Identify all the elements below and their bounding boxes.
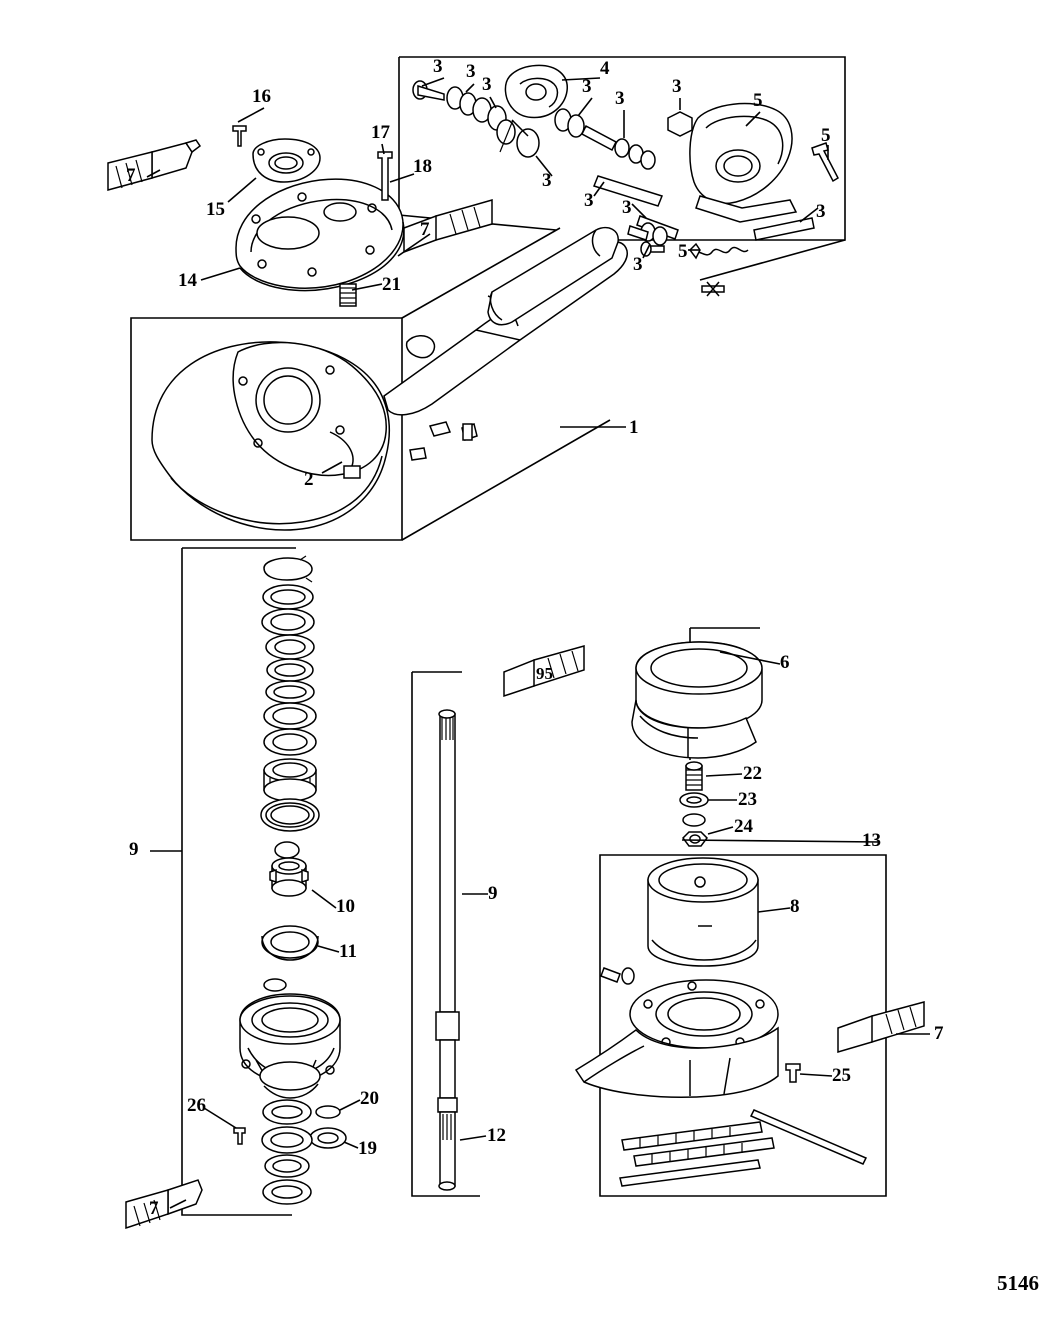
callout-3: 3 [582,76,592,97]
callout-24: 24 [734,816,753,837]
callout-12: 12 [487,1125,506,1146]
callout-7: 7 [420,219,430,240]
callout-11: 11 [339,941,357,962]
part-impeller-hardware [680,762,708,846]
callout-2: 2 [304,469,314,490]
callout-22: 22 [743,763,762,784]
callout-3: 3 [466,61,476,82]
callout-6: 6 [780,652,790,673]
callout-10: 10 [336,896,355,917]
callout-23: 23 [738,789,757,810]
callout-3: 3 [433,56,443,77]
callout-16: 16 [252,86,271,107]
callout-9: 9 [129,839,139,860]
callout-9: 9 [488,883,498,904]
callout-4: 4 [600,58,610,79]
callout-19: 19 [358,1138,377,1159]
callout-7: 7 [934,1023,944,1044]
callout-7: 7 [126,165,136,186]
callout-7: 7 [149,1198,159,1219]
callout-20: 20 [360,1088,379,1109]
part-stud-bolts [620,1122,774,1186]
callout-26: 26 [187,1095,206,1116]
callout-14: 14 [178,270,197,291]
callout-15: 15 [206,199,225,220]
callout-8: 8 [790,896,800,917]
figure-number: 5146 [997,1271,1039,1295]
callout-5: 5 [821,125,831,146]
part-gearcase-adapter [576,968,866,1186]
callout-5: 5 [753,90,763,111]
callout-25: 25 [832,1065,851,1086]
callout-3: 3 [816,201,826,222]
callout-13: 13 [862,830,881,851]
part-pump-base-cup [648,858,758,966]
part-cover-plate-group [233,126,404,306]
callout-3: 3 [584,190,594,211]
part-bearing-seal-stack [234,556,346,1204]
callout-21: 21 [382,274,401,295]
callout-3: 3 [622,197,632,218]
callout-18: 18 [413,156,432,177]
callout-3: 3 [672,76,682,97]
callout-1: 1 [629,417,639,438]
part-water-pump-housing [632,642,762,758]
callout-5: 5 [678,241,688,262]
callout-3: 3 [542,170,552,191]
callout-17: 17 [371,122,390,143]
callout-3: 3 [482,74,492,95]
callout-3: 3 [615,88,625,109]
part-driveshaft [436,710,459,1190]
callout-95: 95 [536,664,553,683]
callout-3: 3 [633,254,643,275]
